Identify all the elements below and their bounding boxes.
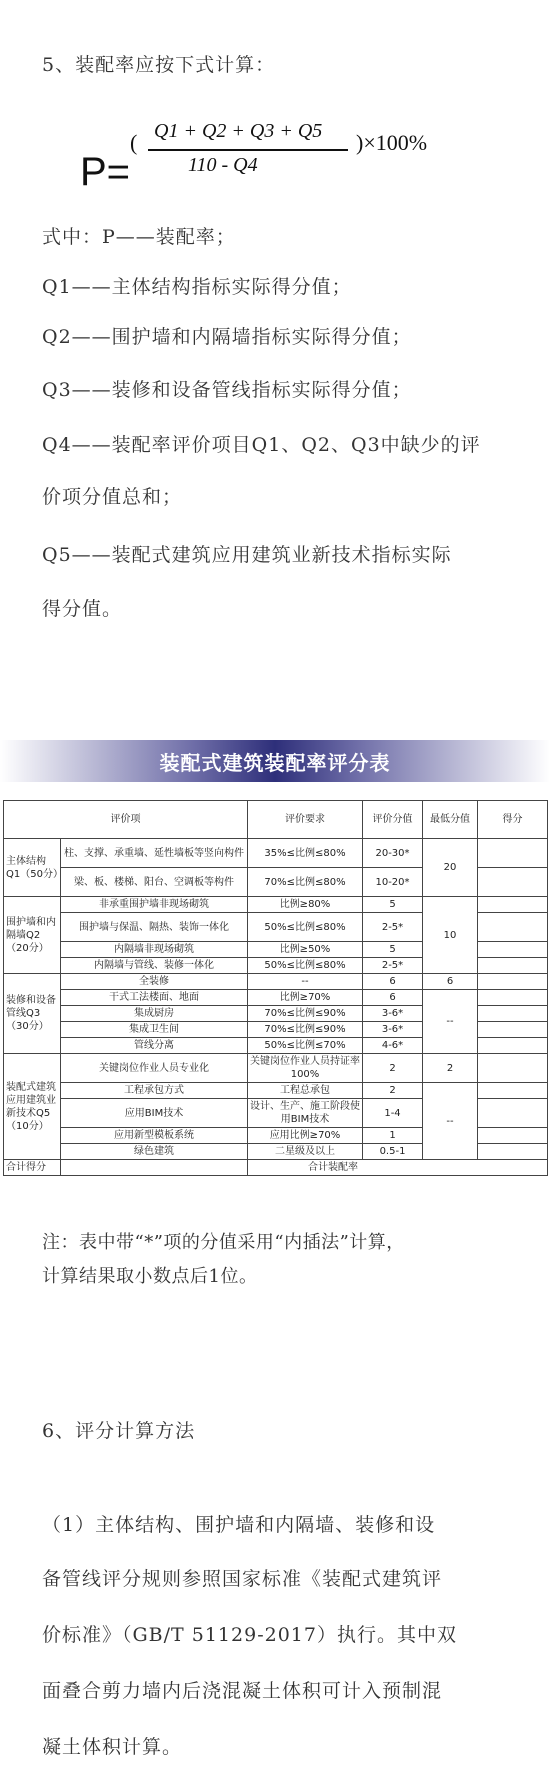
- group-q5: 装配式建筑应用建筑业新技术Q5（10分）: [4, 1054, 61, 1160]
- row-requirement: 比例≥70%: [248, 990, 363, 1006]
- table-row: [4, 897, 548, 913]
- row-value: 2: [363, 1054, 423, 1083]
- row-item: 关键岗位作业人员专业化: [61, 1054, 248, 1083]
- row-value: 5: [363, 942, 423, 958]
- row-value: 2-5*: [363, 958, 423, 974]
- row-item: 管线分离: [61, 1038, 248, 1054]
- row-value: 20-30*: [363, 839, 423, 868]
- definition-line: Q4——装配率评价项目Q1、Q2、Q3中缺少的评: [42, 434, 481, 456]
- definition-line: Q2——围护墙和内隔墙指标实际得分值；: [42, 326, 412, 348]
- formula-suffix: )×100%: [356, 130, 428, 155]
- row-value: 6: [363, 974, 423, 990]
- score-cell: [478, 913, 548, 942]
- row-requirement: 35%≤比例≤80%: [248, 839, 363, 868]
- header-score: 得分: [478, 801, 548, 839]
- row-requirement: 70%≤比例≤80%: [248, 868, 363, 897]
- score-cell: [478, 1022, 548, 1038]
- table-row: [4, 1083, 548, 1099]
- total-label: 合计得分: [4, 1160, 61, 1176]
- formula-p: P=: [80, 150, 131, 194]
- row-requirement: 50%≤比例≤70%: [248, 1038, 363, 1054]
- formula-denominator: 110 - Q4: [188, 154, 258, 176]
- row-value: 2-5*: [363, 913, 423, 942]
- min-q5-first: 2: [423, 1054, 478, 1083]
- header-value: 评价分值: [363, 801, 423, 839]
- table-note-line2: 计算结果取小数点后1位。: [42, 1266, 258, 1287]
- row-requirement: 应用比例≥70%: [248, 1128, 363, 1144]
- row-item: 集成厨房: [61, 1006, 248, 1022]
- group-q2: 围护墙和内隔墙Q2（20分）: [4, 897, 61, 974]
- row-requirement: --: [248, 974, 363, 990]
- assembly-rate-score-table: [3, 800, 548, 1176]
- row-value: 5: [363, 897, 423, 913]
- table-row: [4, 990, 548, 1006]
- row-requirement: 二星级及以上: [248, 1144, 363, 1160]
- group-q3: 装修和设备管线Q3（30分）: [4, 974, 61, 1054]
- score-cell: [478, 868, 548, 897]
- row-value: 1: [363, 1128, 423, 1144]
- row-requirement: 设计、生产、施工阶段使用BIM技术: [248, 1099, 363, 1128]
- score-cell: [478, 1006, 548, 1022]
- row-item: 集成卫生间: [61, 1022, 248, 1038]
- section6-line: 备管线评分规则参照国家标准《装配式建筑评: [42, 1568, 443, 1590]
- row-item: 内隔墙与管线、装修一体化: [61, 958, 248, 974]
- header-item: 评价项: [4, 801, 248, 839]
- section5-heading: 5、装配率应按下式计算：: [42, 54, 276, 76]
- table-total-row: [4, 1160, 548, 1176]
- table-header-row: [4, 801, 548, 839]
- row-value: 1-4: [363, 1099, 423, 1128]
- formula-numerator: Q1 + Q2 + Q3 + Q5: [154, 120, 323, 142]
- table-note-line1: 注：表中带“*”项的分值采用“内插法”计算，: [42, 1232, 405, 1253]
- definition-line: Q3——装修和设备管线指标实际得分值；: [42, 379, 412, 401]
- total-blank: [61, 1160, 248, 1176]
- row-item: 全装修: [61, 974, 248, 990]
- score-cell: [478, 1144, 548, 1160]
- score-cell: [478, 1128, 548, 1144]
- min-q2: 10: [423, 897, 478, 974]
- row-value: 4-6*: [363, 1038, 423, 1054]
- row-requirement: 50%≤比例≤80%: [248, 958, 363, 974]
- row-item: 干式工法楼面、地面: [61, 990, 248, 1006]
- definition-line: 价项分值总和；: [42, 486, 183, 508]
- score-cell: [478, 1083, 548, 1099]
- row-item: 绿色建筑: [61, 1144, 248, 1160]
- score-cell: [478, 958, 548, 974]
- section6-heading: 6、评分计算方法: [42, 1420, 196, 1442]
- header-min: 最低分值: [423, 801, 478, 839]
- section6-line: 价标准》（GB/T 51129-2017）执行。其中双: [42, 1624, 457, 1646]
- score-cell: [478, 990, 548, 1006]
- section6-line: 面叠合剪力墙内后浇混凝土体积可计入预制混: [42, 1680, 443, 1702]
- row-requirement: 比例≥80%: [248, 897, 363, 913]
- score-cell: [478, 1038, 548, 1054]
- row-value: 3-6*: [363, 1022, 423, 1038]
- row-item: 围护墙与保温、隔热、装饰一体化: [61, 913, 248, 942]
- row-value: 3-6*: [363, 1006, 423, 1022]
- table-row: [4, 1054, 548, 1083]
- total-requirement: 合计装配率: [248, 1160, 548, 1176]
- min-q5-rest: --: [423, 1083, 478, 1160]
- row-item: 应用BIM技术: [61, 1099, 248, 1128]
- score-cell: [478, 942, 548, 958]
- score-cell: [478, 897, 548, 913]
- fraction-bar: [148, 149, 348, 151]
- table-row: [4, 974, 548, 990]
- row-requirement: 50%≤比例≤80%: [248, 913, 363, 942]
- score-cell: [478, 974, 548, 990]
- definition-line: 式中：P——装配率；: [42, 226, 236, 248]
- definition-line: Q5——装配式建筑应用建筑业新技术指标实际: [42, 544, 452, 566]
- header-requirement: 评价要求: [248, 801, 363, 839]
- row-item: 非承重围护墙非现场砌筑: [61, 897, 248, 913]
- score-cell: [478, 1099, 548, 1128]
- min-q3-full: 6: [423, 974, 478, 990]
- row-item: 柱、支撑、承重墙、延性墙板等竖向构件: [61, 839, 248, 868]
- section6-line: （1）主体结构、围护墙和内隔墙、装修和设: [42, 1514, 436, 1536]
- score-cell: [478, 839, 548, 868]
- min-q1: 20: [423, 839, 478, 897]
- row-item: 内隔墙非现场砌筑: [61, 942, 248, 958]
- table-title-banner: [0, 740, 550, 782]
- row-value: 0.5-1: [363, 1144, 423, 1160]
- row-requirement: 比例≥50%: [248, 942, 363, 958]
- score-cell: [478, 1054, 548, 1083]
- row-item: 梁、板、楼梯、阳台、空调板等构件: [61, 868, 248, 897]
- row-value: 6: [363, 990, 423, 1006]
- table-title: 装配式建筑装配率评分表: [159, 751, 391, 775]
- row-requirement: 工程总承包: [248, 1083, 363, 1099]
- assembly-rate-formula: [80, 112, 460, 192]
- group-q1: 主体结构Q1（50分）: [4, 839, 61, 897]
- row-value: 10-20*: [363, 868, 423, 897]
- definition-line: Q1——主体结构指标实际得分值；: [42, 276, 352, 298]
- row-requirement: 70%≤比例≤90%: [248, 1006, 363, 1022]
- row-item: 工程承包方式: [61, 1083, 248, 1099]
- min-q3-rest: --: [423, 990, 478, 1054]
- definition-line: 得分值。: [42, 598, 123, 620]
- formula-lparen: (: [130, 130, 138, 155]
- table-row: [4, 839, 548, 868]
- row-requirement: 70%≤比例≤90%: [248, 1022, 363, 1038]
- row-item: 应用新型模板系统: [61, 1128, 248, 1144]
- section6-line: 凝土体积计算。: [42, 1736, 183, 1758]
- row-value: 2: [363, 1083, 423, 1099]
- row-requirement: 关键岗位作业人员持证率100%: [248, 1054, 363, 1083]
